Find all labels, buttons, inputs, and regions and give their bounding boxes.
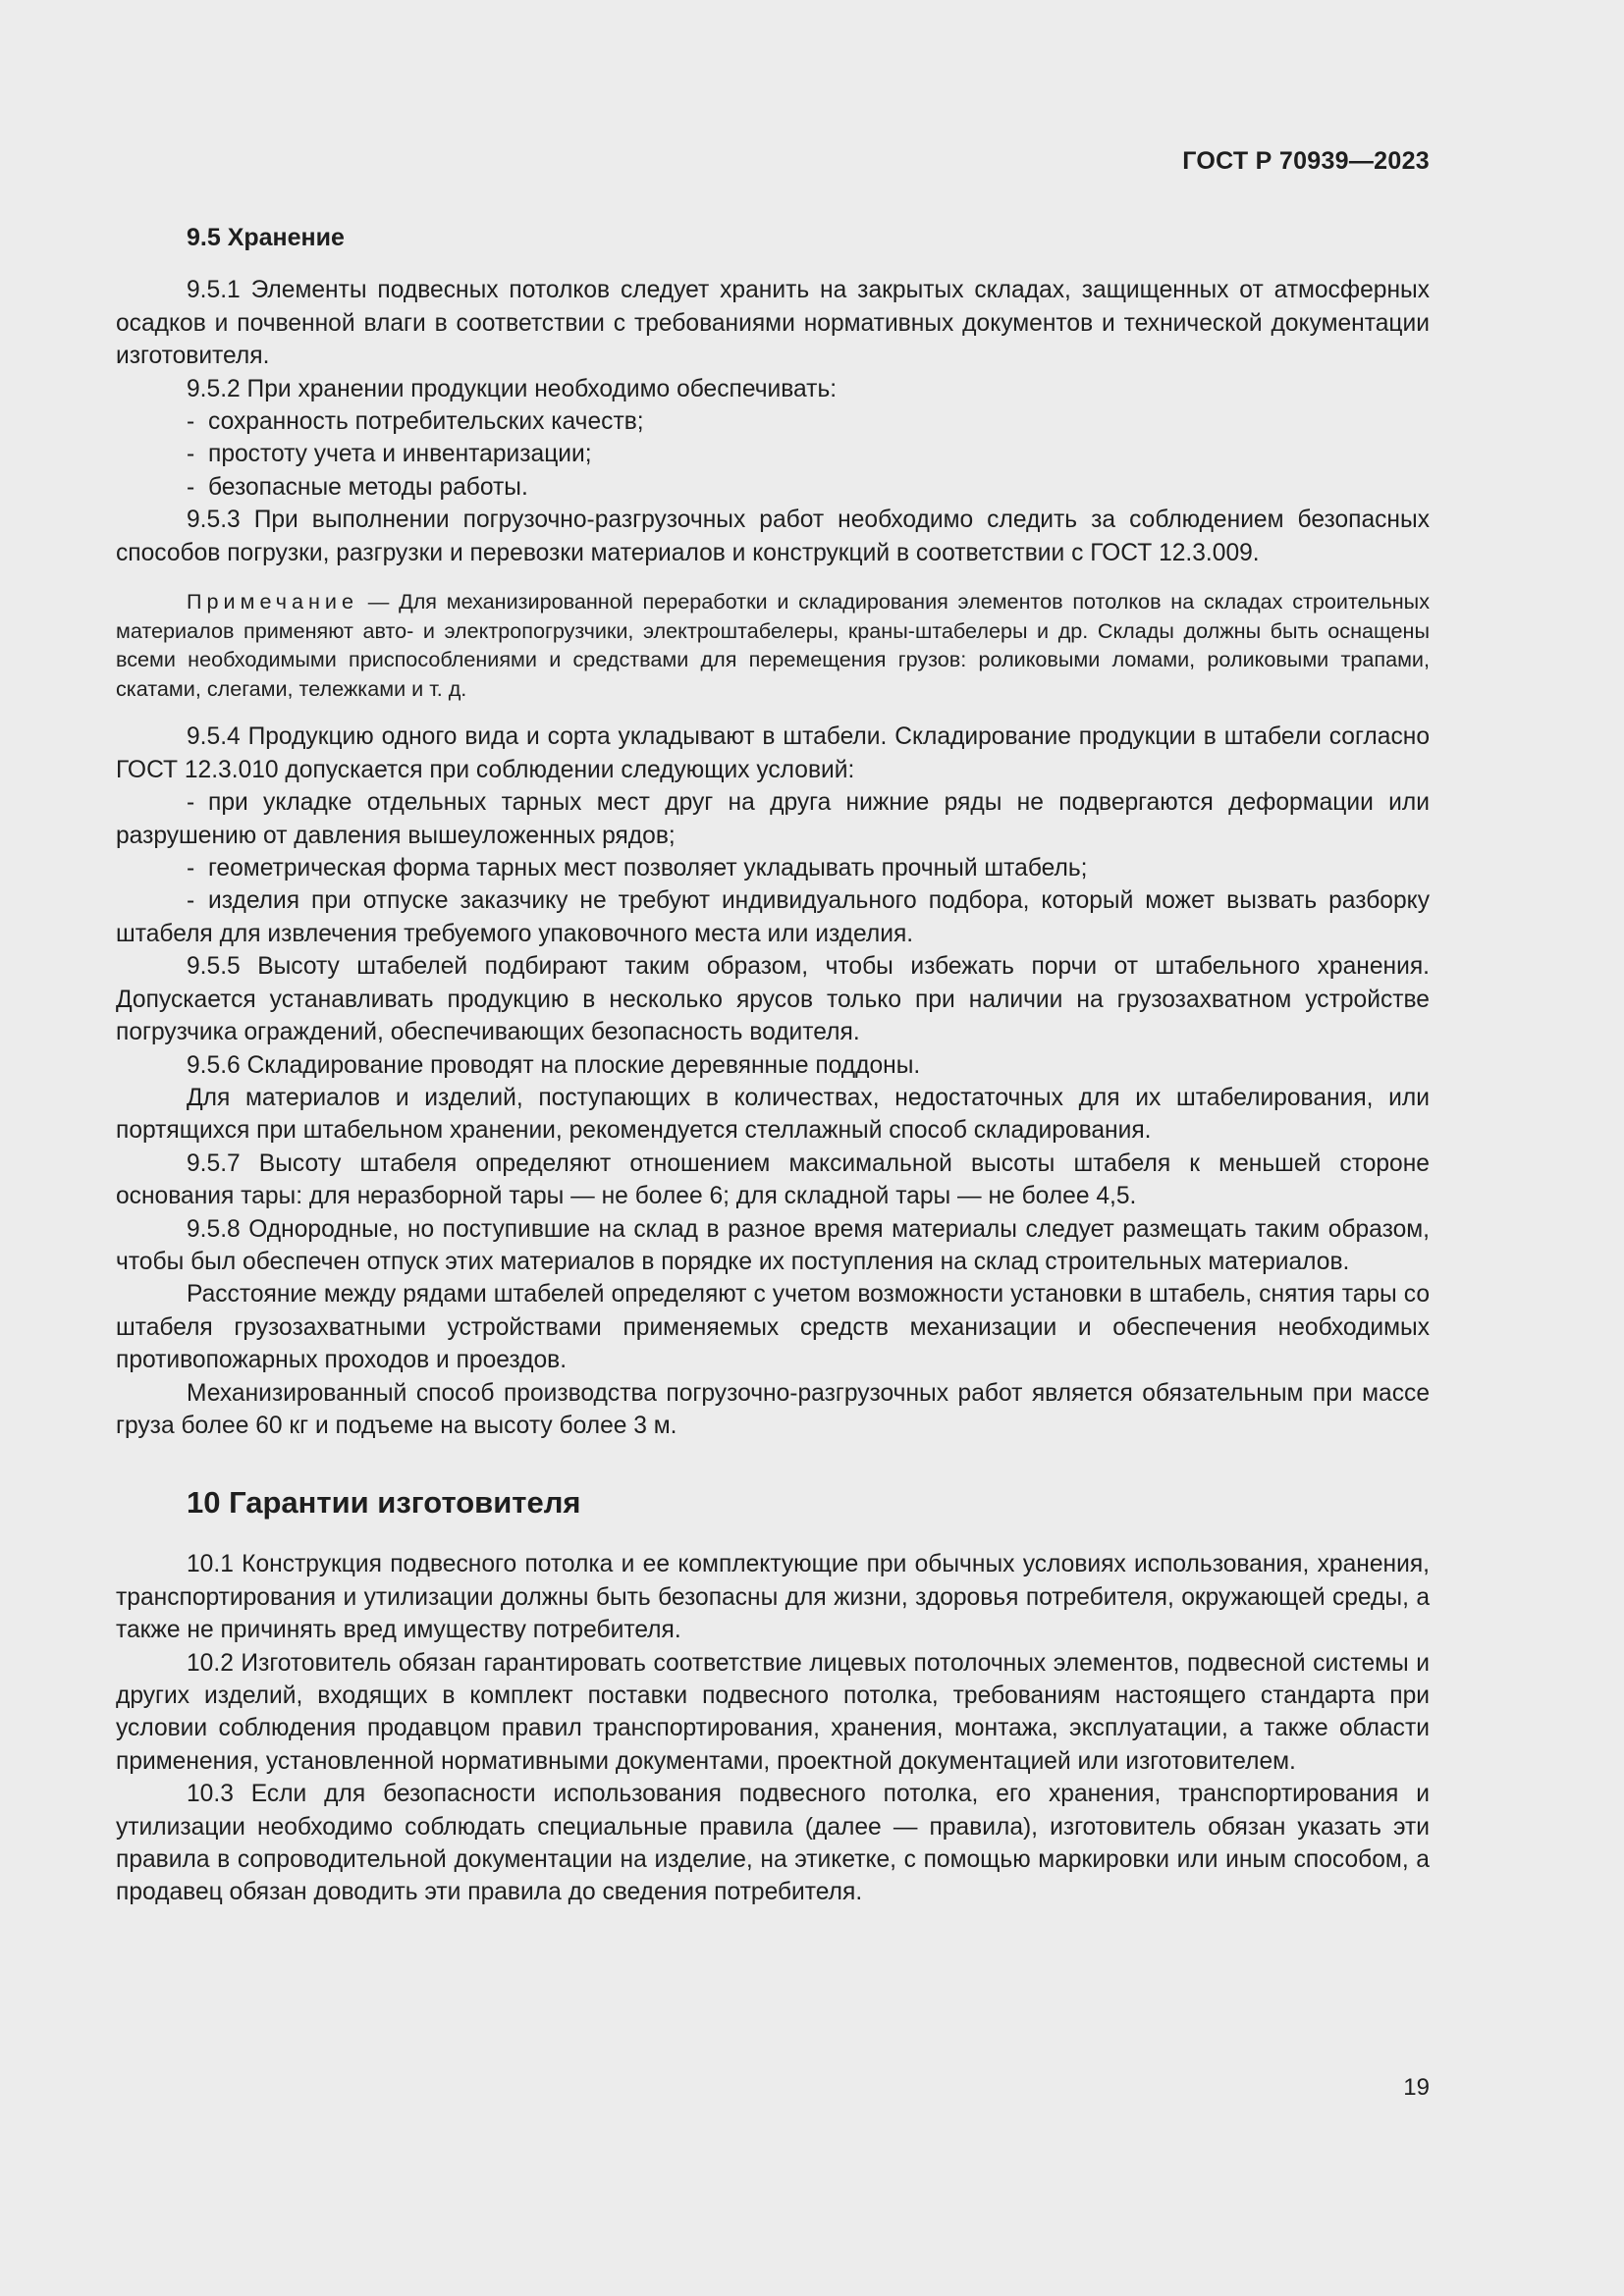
paragraph-10-3: 10.3 Если для безопасности использования подвесного потолка, его хранения, транспортирования и утилизации необходимо соблюдать специальные правила (далее — правила), изготовитель обязан указать эти правила в сопроводительной документации на изделие, на этикетке, с помощью маркировки или иным способом, а продавец обязан доводить эти правила до сведения потребителя. (116, 1781, 1430, 1906)
section-heading-9-5: 9.5 Хранение (187, 224, 345, 251)
page-number: 19 (1403, 2074, 1430, 2101)
page-content (116, 222, 1430, 1909)
list-item-text: простоту учета и инвентаризации; (208, 441, 592, 468)
paragraph-9-5-1: 9.5.1 Элементы подвесных потолков следует хранить на закрытых складах, защищенных от атмосферных осадков и почвенной влаги в соответствии с требованиями нормативных документов и технической документации изготовителя. (116, 277, 1430, 370)
list-item-text: изделия при отпуске заказчику не требуют индивидуального подбора, который может вызвать разборку штабеля для извлечения требуемого упаковочного места или изделия. (116, 887, 1430, 947)
section-heading-10: 10 Гарантии изготовителя (187, 1485, 581, 1521)
paragraph-10-2: 10.2 Изготовитель обязан гарантировать соответствие лицевых потолочных элементов, подвесной системы и других изделий, входящих в комплект поставки подвесного потолка, требованиям настоящего стандарта при условии соблюдения продавцом правил транспортирования, хранения, монтажа, эксплуатации, а также области применения, установленной нормативными документами, проектной документацией или изготовителем. (116, 1649, 1430, 1775)
paragraph-9-5-8: 9.5.8 Однородные, но поступившие на склад в разное время материалы следует размещать таким образом, чтобы был обеспечен отпуск этих материалов в порядке их поступления на склад строительных материалов. (116, 1215, 1430, 1275)
list-item: - при укладке отдельных тарных мест друг на друга нижние ряды не подвергаются деформации или разрушению от давления вышеуложенных рядов; (116, 789, 1430, 849)
list-item-text: сохранность потребительских качеств; (208, 408, 644, 436)
paragraph-9-5-6: 9.5.6 Складирование проводят на плоские деревянные поддоны. (187, 1051, 921, 1079)
list-item-text: геометрическая форма тарных мест позволяет укладывать прочный штабель; (208, 855, 1088, 882)
paragraph-9-5-5: 9.5.5 Высоту штабелей подбирают таким образом, чтобы избежать порчи от штабельного хранения. Допускается устанавливать продукцию в несколько ярусов только при наличии на грузозахватном устройстве погрузчика ограждений, обеспечивающих безопасность водителя. (116, 953, 1430, 1046)
paragraph-9-5-7: 9.5.7 Высоту штабеля определяют отношением максимальной высоты штабеля к меньшей стороне основания тары: для неразборной тары — не более 6; для складной тары — не более 4,5. (116, 1149, 1430, 1210)
list-item: - простоту учета и инвентаризации; (187, 441, 592, 468)
paragraph-9-5-3: 9.5.3 При выполнении погрузочно-разгрузочных работ необходимо следить за соблюдением безопасных способов погрузки, разгрузки и перевозки материалов и конструкций в соответствии с ГОСТ 12.3.009. (116, 507, 1430, 566)
note-label: Примечание (187, 589, 358, 614)
paragraph-9-5-6-b: Для материалов и изделий, поступающих в количествах, недостаточных для их штабелирования, или портящихся при штабельном хранении, рекомендуется стеллажный способ складирования. (116, 1084, 1430, 1145)
document-header: ГОСТ Р 70939—2023 (1182, 147, 1430, 175)
paragraph-9-5-8-c: Механизированный способ производства погрузочно-разгрузочных работ является обязательным при массе груза более 60 кг и подъеме на высоту более 3 м. (116, 1379, 1430, 1439)
note (116, 587, 1430, 703)
list-item: - безопасные методы работы. (187, 473, 528, 501)
paragraph-9-5-8-b: Расстояние между рядами штабелей определяют с учетом возможности установки в штабель, снятия тары со штабеля грузозахватными устройствами применяемых средств механизации и обеспечения необходимых противопожарных проходов и проездов. (116, 1281, 1430, 1374)
list-item: - сохранность потребительских качеств; (187, 408, 644, 436)
list-item: - изделия при отпуске заказчику не требуют индивидуального подбора, который может вызвать разборку штабеля для извлечения требуемого упаковочного места или изделия. (116, 887, 1430, 947)
paragraph-9-5-2: 9.5.2 При хранении продукции необходимо обеспечивать: (187, 375, 838, 402)
paragraph-10-1: 10.1 Конструкция подвесного потолка и ее комплектующие при обычных условиях использования, хранения, транспортирования и утилизации должны быть безопасны для жизни, здоровья потребителя, окружающей среды, а также не причинять вред имуществу потребителя. (116, 1551, 1430, 1644)
paragraph-9-5-4: 9.5.4 Продукцию одного вида и сорта укладывают в штабели. Складирование продукции в штабели согласно ГОСТ 12.3.010 допускается при соблюдении следующих условий: (116, 723, 1430, 783)
list-item-text: при укладке отдельных тарных мест друг на друга нижние ряды не подвергаются деформации или разрушению от давления вышеуложенных рядов; (116, 789, 1430, 849)
list-item: - геометрическая форма тарных мест позволяет укладывать прочный штабель; (187, 855, 1088, 882)
note-text: — Для механизированной переработки и складирования элементов потолков на складах строительных материалов применяют авто- и электропогрузчики, электроштабелеры, краны-штабелеры и др. Склады должны быть оснащены всеми необходимыми приспособлениями и средствами для перемещения грузов: роликовыми ломами, роликовыми трапами, скатами, слегами, тележками и т. д. (116, 589, 1430, 701)
list-item-text: безопасные методы работы. (208, 473, 528, 501)
